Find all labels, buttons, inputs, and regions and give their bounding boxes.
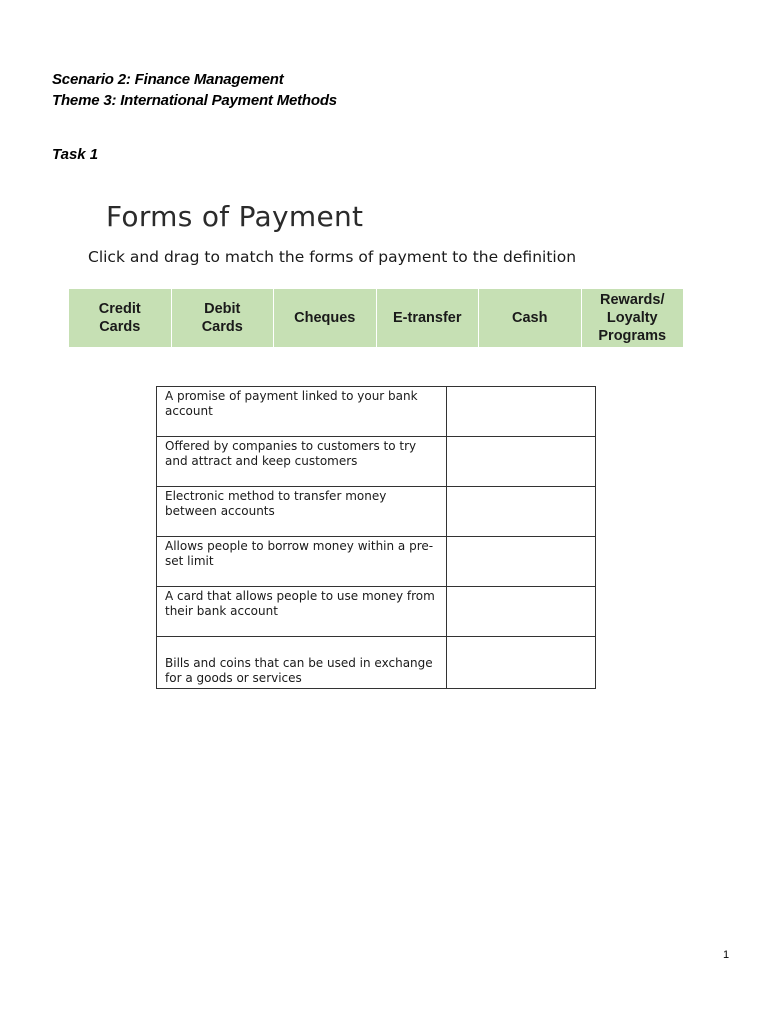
definition-cell: Offered by companies to customers to try and attract and keep customers [157,437,447,487]
option-e-transfer[interactable]: E-transfer [377,289,480,347]
task-label: Task 1 [52,146,99,163]
payment-options-bar [69,289,683,347]
scenario-line: Scenario 2: Finance Management [52,71,284,88]
table-row [157,387,596,437]
instruction-text: Click and drag to match the forms of payment to the definition [88,248,577,266]
option-cash[interactable]: Cash [479,289,582,347]
table-row [157,537,596,587]
slide-title: Forms of Payment [106,200,364,233]
definition-cell: Bills and coins that can be used in exchange for a goods or services [157,637,447,689]
answer-drop-zone[interactable] [447,637,596,689]
page-number: 1 [723,949,730,961]
table-row [157,437,596,487]
answer-drop-zone[interactable] [447,487,596,537]
table-row [157,487,596,537]
document-header [52,69,337,111]
answer-drop-zone[interactable] [447,437,596,487]
option-debit-cards[interactable]: Debit Cards [172,289,275,347]
option-credit-cards[interactable]: Credit Cards [69,289,172,347]
table-row [157,587,596,637]
matching-table [156,386,596,689]
option-cheques[interactable]: Cheques [274,289,377,347]
answer-drop-zone[interactable] [447,587,596,637]
theme-line: Theme 3: International Payment Methods [52,92,337,109]
definition-cell: Allows people to borrow money within a pre-set limit [157,537,447,587]
option-rewards-loyalty-programs[interactable]: Rewards/ Loyalty Programs [598,292,667,344]
definition-cell: A card that allows people to use money from their bank account [157,587,447,637]
definition-cell: Electronic method to transfer money between accounts [157,487,447,537]
table-row [157,637,596,689]
definition-cell: A promise of payment linked to your bank account [157,387,447,437]
answer-drop-zone[interactable] [447,537,596,587]
answer-drop-zone[interactable] [447,387,596,437]
